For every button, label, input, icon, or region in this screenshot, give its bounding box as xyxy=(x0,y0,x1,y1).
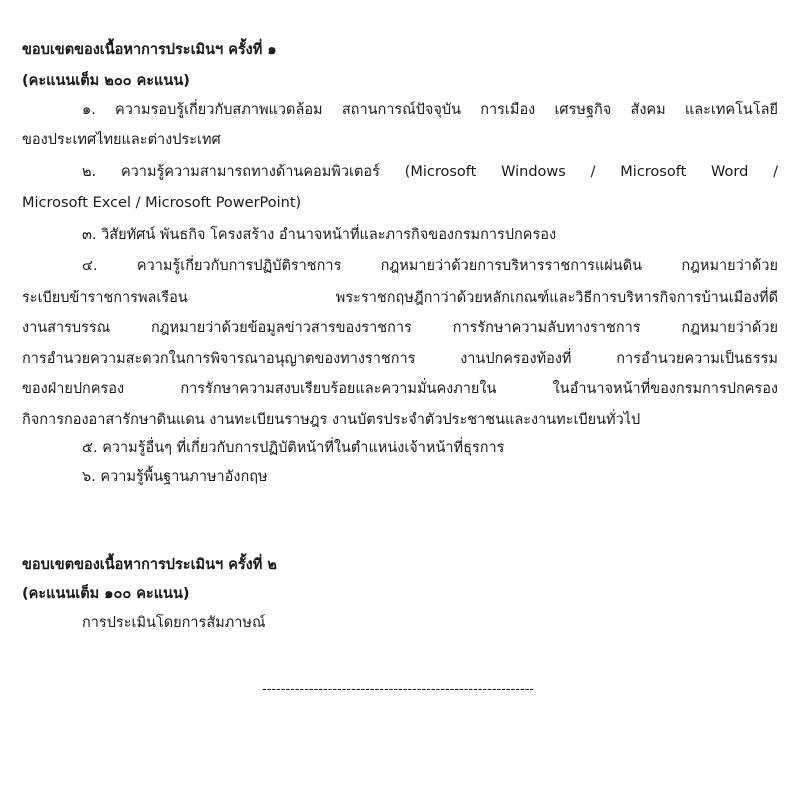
section1-item4-line6: กิจการกองอาสารักษาดินแดน งานทะเบียนราษฎร งานบัตรประจำตัวประชาชนและงานทะเบียนทั่วไป xyxy=(22,412,641,428)
section1-item4-line2: ระเบียบข้าราชการพลเรือน พระราชกฤษฎีกาว่าด้วยหลักเกณฑ์และวิธีการบริหารกิจการบ้านเมืองที่ดี xyxy=(22,290,778,306)
section1-item4-line1: ๔. ความรู้เกี่ยวกับการปฏิบัติราชการ กฎหมายว่าด้วยการบริหารราชการแผ่นดิน กฎหมายว่าด้วย xyxy=(82,258,778,274)
section1-score: (คะแนนเต็ม ๒๐๐ คะแนน) xyxy=(22,73,190,89)
section1-item3: ๓. วิสัยทัศน์ พันธกิจ โครงสร้าง อำนาจหน้าที่และภารกิจของกรมการปกครอง xyxy=(82,227,557,243)
section2-body: การประเมินโดยการสัมภาษณ์ xyxy=(82,615,266,631)
section1-item2-line2: Microsoft Excel / Microsoft PowerPoint) xyxy=(22,195,302,211)
section1-item4-line4: การอำนวยความสะดวกในการพิจารณาอนุญาตของทางราชการ งานปกครองท้องที่ การอำนวยความเป็นธรรม xyxy=(22,351,778,367)
section1-heading: ขอบเขตของเนื้อหาการประเมินฯ ครั้งที่ ๑ xyxy=(22,42,277,58)
section1-item5: ๕. ความรู้อื่นๆ ที่เกี่ยวกับการปฏิบัติหน้าที่ในตำแหน่งเจ้าหน้าที่ธุรการ xyxy=(82,440,505,456)
section1-item6: ๖. ความรู้พื้นฐานภาษาอังกฤษ xyxy=(82,469,268,485)
section2-score: (คะแนนเต็ม ๑๐๐ คะแนน) xyxy=(22,586,190,602)
end-divider: ---------------------------------------------------------- xyxy=(262,682,535,697)
section1-item2-line1: ๒. ความรู้ความสามารถทางด้านคอมพิวเตอร์ (Microsoft Windows / Microsoft Word / xyxy=(82,164,778,180)
section1-item4-line3: งานสารบรรณ กฎหมายว่าด้วยข้อมูลข่าวสารของราชการ การรักษาความลับทางราชการ กฎหมายว่าด้วย xyxy=(22,320,778,336)
section2-heading: ขอบเขตของเนื้อหาการประเมินฯ ครั้งที่ ๒ xyxy=(22,557,277,573)
section1-item1-line1: ๑. ความรอบรู้เกี่ยวกับสภาพแวดล้อม สถานการณ์ปัจจุบัน การเมือง เศรษฐกิจ สังคม และเทคโนโลยี xyxy=(82,102,778,118)
section1-item1-line2: ของประเทศไทยและต่างประเทศ xyxy=(22,132,221,148)
section1-item4-line5: ของฝ่ายปกครอง การรักษาความสงบเรียบร้อยและความมั่นคงภายใน ในอำนาจหน้าที่ของกรมการปกครอง xyxy=(22,381,778,397)
